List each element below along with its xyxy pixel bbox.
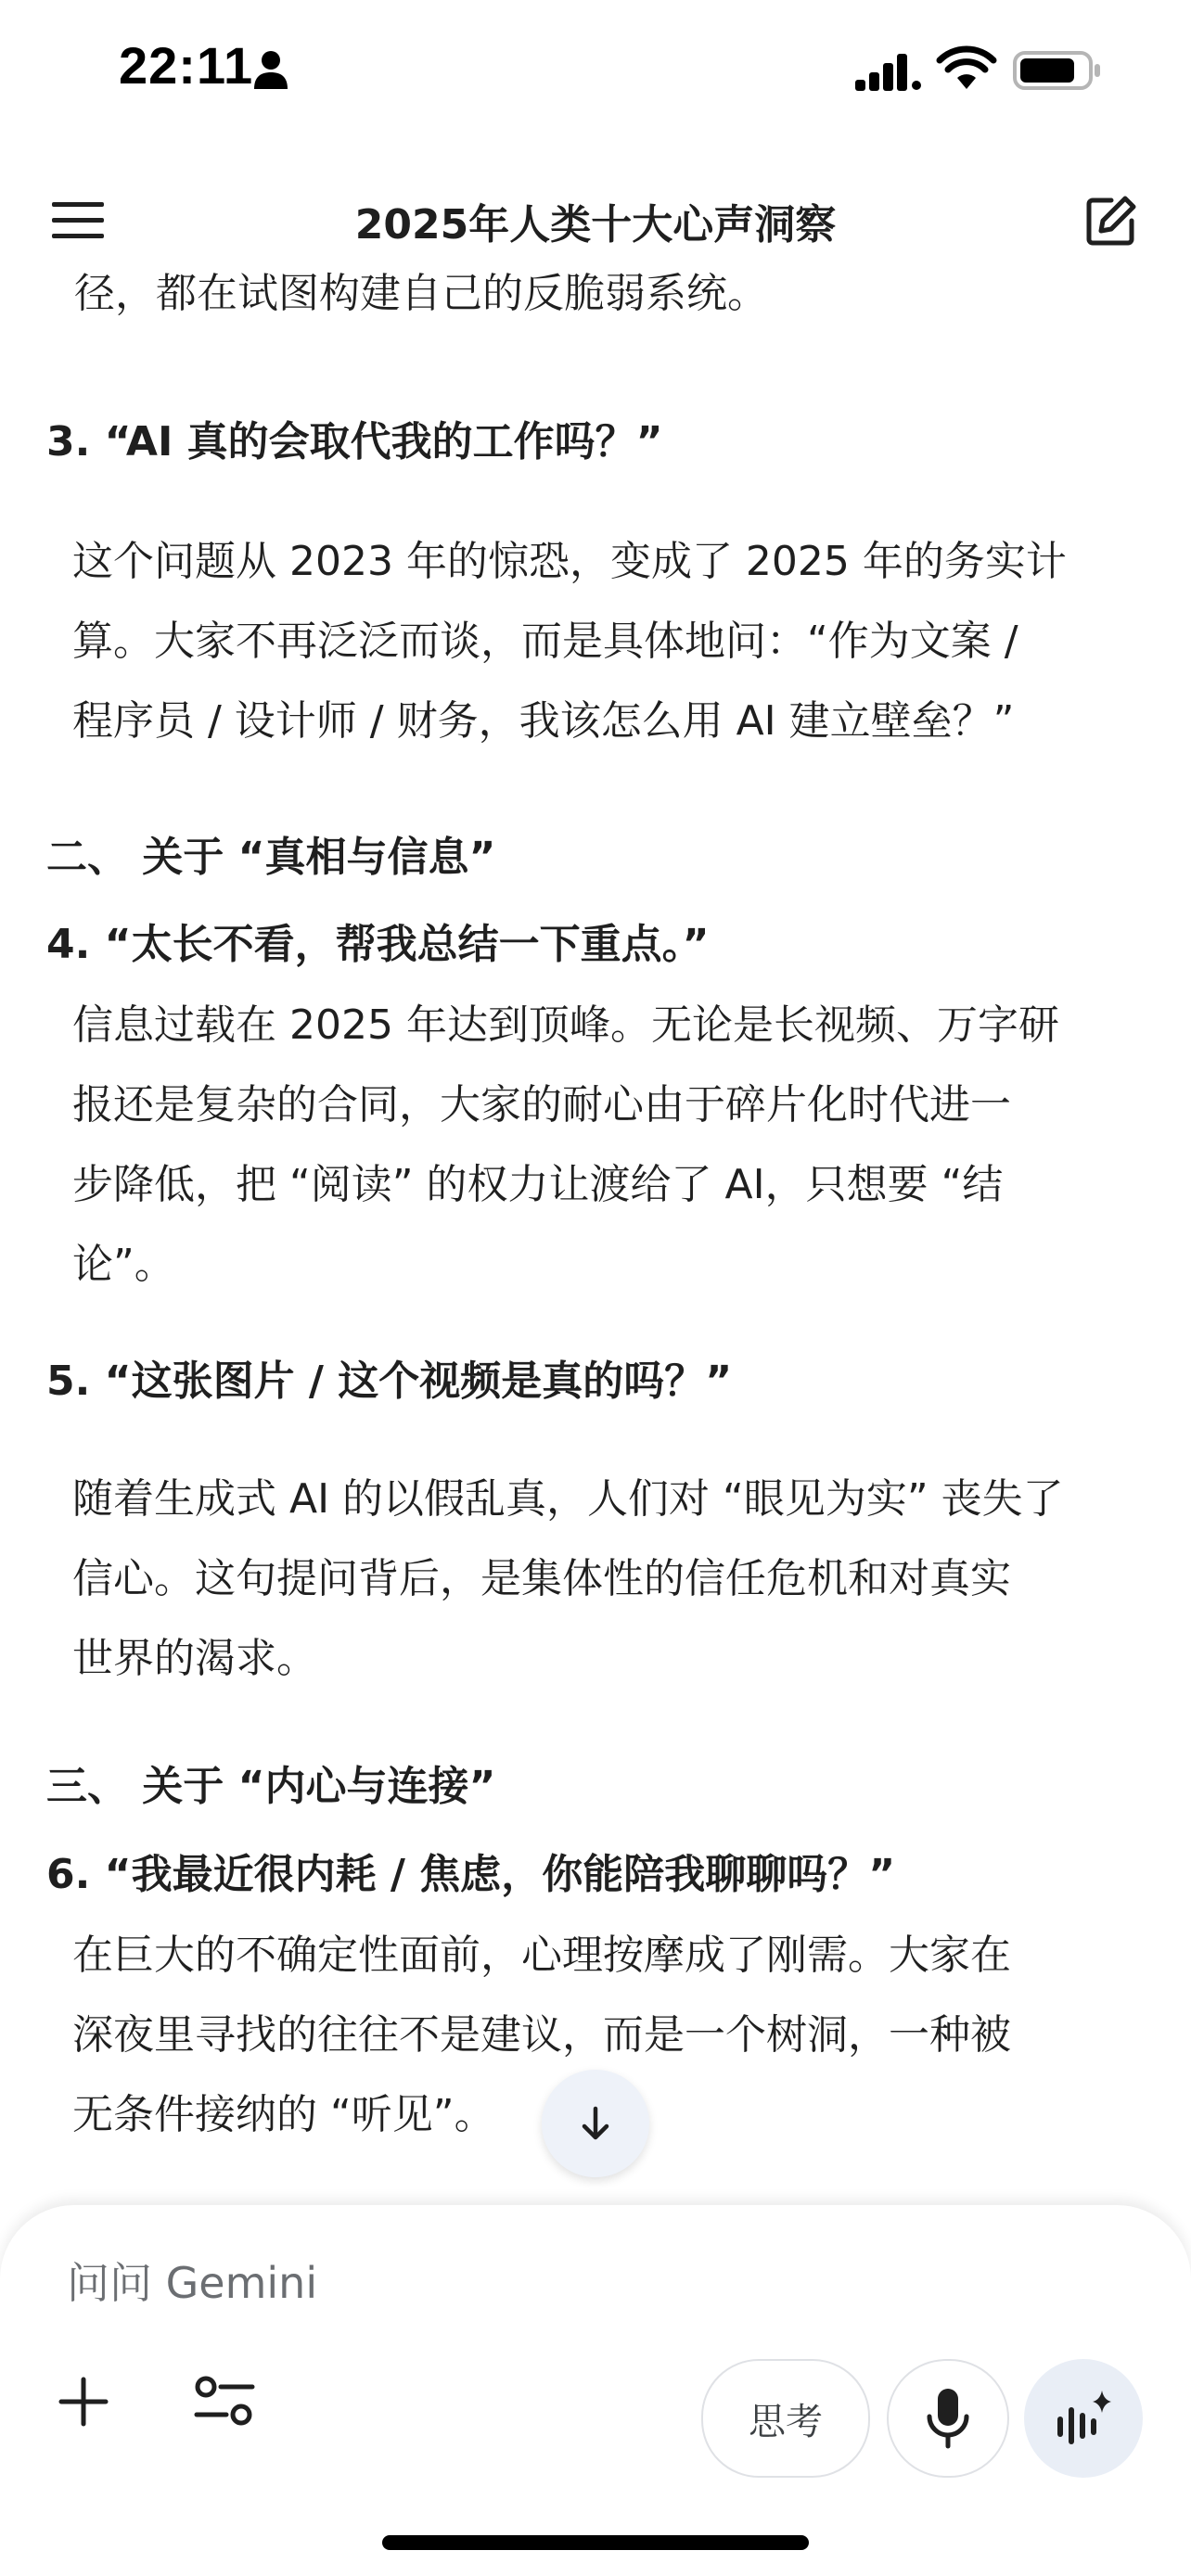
item-heading-3: 3. “AI 真的会取代我的工作吗？” <box>46 418 663 465</box>
paragraph-line: 世界的渴求。 <box>72 1635 317 1682</box>
edit-icon[interactable] <box>1083 193 1139 249</box>
item-heading-6: 6. “我最近很内耗 / 焦虑，你能陪我聊聊吗？” <box>46 1851 896 1898</box>
person-icon <box>252 50 289 89</box>
status-time: 22:11 <box>119 36 254 95</box>
section-heading-2: 二、 关于 “真相与信息” <box>46 834 496 881</box>
item-paragraph-4 <box>72 986 1148 1305</box>
mic-icon <box>924 2387 972 2450</box>
paragraph-line: 在巨大的不确定性面前，心理按摩成了刚需。大家在 <box>72 1932 1011 1979</box>
paragraph-line: 无条件接纳的 “听见”。 <box>72 2091 495 2138</box>
paragraph-line: 信息过载在 2025 年达到顶峰。无论是长视频、万字研 <box>72 1001 1059 1049</box>
item-heading-4: 4. “太长不看，帮我总结一下重点。” <box>46 921 710 968</box>
paragraph-line: 深夜里寻找的往往不是建议，而是一个树洞，一种被 <box>72 2011 1011 2059</box>
live-icon <box>1054 2389 1113 2448</box>
paragraph-line: 算。大家不再泛泛而谈，而是具体地问：“作为文案 / <box>72 618 1018 665</box>
response-content <box>0 270 1191 2216</box>
live-button[interactable] <box>1024 2359 1143 2478</box>
menu-icon[interactable] <box>48 198 108 243</box>
item-paragraph-3 <box>72 522 1148 761</box>
item-paragraph-5 <box>72 1460 1148 1699</box>
status-bar <box>0 0 1191 139</box>
page-title: 2025年人类十大心声洞察 <box>354 201 837 249</box>
battery-icon <box>1013 50 1102 91</box>
paragraph-line: 信心。这句提问背后，是集体性的信任危机和对真实 <box>72 1555 1011 1602</box>
tools-icon[interactable] <box>191 2372 258 2431</box>
paragraph-line: 步降低，把 “阅读” 的权力让渡给了 AI，只想要 “结 <box>72 1161 1004 1208</box>
item-heading-5: 5. “这张图片 / 这个视频是真的吗？” <box>46 1358 733 1405</box>
scroll-to-bottom-button[interactable] <box>542 2070 649 2177</box>
wifi-icon <box>937 46 996 91</box>
arrow-down-icon <box>575 2103 616 2144</box>
signal-icon <box>855 52 922 93</box>
plus-icon[interactable] <box>54 2372 113 2431</box>
paragraph-line: 程序员 / 设计师 / 财务，我该怎么用 AI 建立壁垒？” <box>72 697 1015 745</box>
composer-panel <box>0 2205 1191 2576</box>
paragraph-line: 随着生成式 AI 的以假乱真，人们对 “眼见为实” 丧失了 <box>72 1475 1064 1523</box>
paragraph-line: 这个问题从 2023 年的惊恐，变成了 2025 年的务实计 <box>72 538 1067 585</box>
paragraph-line: 报还是复杂的合同，大家的耐心由于碎片化时代进一 <box>72 1081 1011 1129</box>
prompt-input[interactable] <box>67 2246 1087 2320</box>
mic-button[interactable] <box>887 2359 1009 2478</box>
paragraph-line: 论”。 <box>72 1241 175 1288</box>
think-button[interactable]: 思考 <box>701 2359 870 2478</box>
home-indicator <box>382 2535 809 2550</box>
clipped-paragraph-top: 径，都在试图构建自己的反脆弱系统。 <box>74 270 768 317</box>
section-heading-3: 三、 关于 “内心与连接” <box>46 1763 496 1810</box>
